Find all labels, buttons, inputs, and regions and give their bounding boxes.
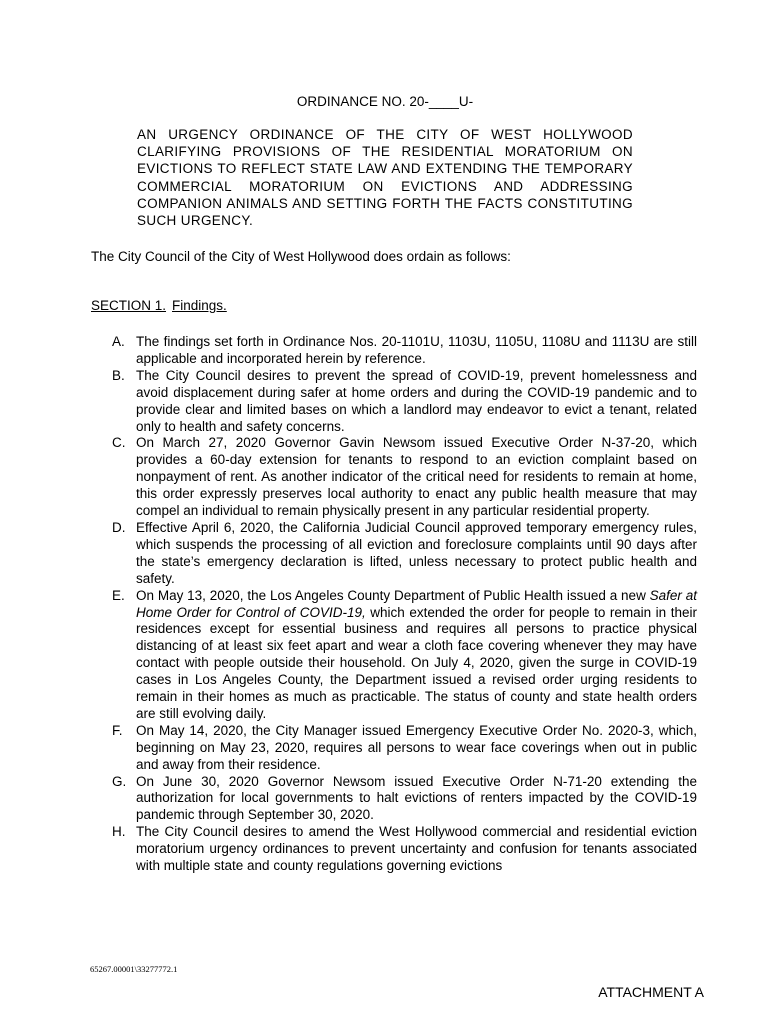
section-heading <box>91 297 227 314</box>
finding-item <box>112 368 697 436</box>
section-name: Findings. <box>172 298 227 313</box>
finding-letter: C. <box>112 435 126 451</box>
ordain-statement: The City Council of the City of West Hollywood does ordain as follows: <box>91 249 511 264</box>
finding-item <box>112 520 697 588</box>
ordinance-title: AN URGENCY ORDINANCE OF THE CITY OF WEST HOLLYWOOD CLARIFYING PROVISIONS OF THE RESIDENTIAL MORATORIUM ON EVICTIONS TO REFLECT STATE LAW AND EXTENDING THE TEMPORARY COMMERCIAL MORATORIUM ON EVICTIONS AND ADDRESSING COMPANION ANIMALS AND SETTING FORTH THE FACTS CONSTITUTING SUCH URGENCY. <box>137 127 633 229</box>
section-number: SECTION 1. <box>91 298 167 313</box>
finding-text <box>136 588 697 721</box>
finding-letter: B. <box>112 367 125 383</box>
attachment-label: ATTACHMENT A <box>598 984 704 1000</box>
finding-letter: F. <box>112 722 123 738</box>
document-id-code: 65267.00001\33277772.1 <box>90 964 178 974</box>
finding-text: The City Council desires to prevent the spread of COVID-19, prevent homelessness and avoid displacement during safer at home orders and during the COVID-19 pandemic and to provide clear and limited bases on which a landlord may endeavor to evict a tenant, related only to health and safety concerns. <box>136 367 697 434</box>
finding-item <box>112 723 697 774</box>
finding-letter: H. <box>112 824 126 840</box>
finding-text: On June 30, 2020 Governor Newsom issued Executive Order N-71-20 extending the authorization for local governments to halt evictions of renters impacted by the COVID-19 pandemic through September 30, 2020. <box>136 773 697 823</box>
finding-text: Effective April 6, 2020, the California Judicial Council approved temporary emergency rules, which suspends the processing of all eviction and foreclosure complaints until 90 days after the state’s emergency declaration is lifted, unless necessary to protect public health and safety. <box>136 519 697 586</box>
finding-item <box>112 824 697 875</box>
findings-list <box>112 334 697 875</box>
finding-item <box>112 435 697 520</box>
finding-text: The findings set forth in Ordinance Nos. 20-1101U, 1103U, 1105U, 1108U and 1113U are still applicable and incorporated herein by reference. <box>136 334 697 366</box>
ordinance-number: ORDINANCE NO. 20-____U- <box>296 94 474 109</box>
finding-text-rest: which extended the order for people to remain in their residences except for essential business and requires all persons to practice physical distancing of at least six feet apart and wear a cloth face covering whenever they may have contact with people outside their household. On July 4, 2020, given the surge in COVID-19 cases in Los Angeles County, the Department issued a revised order urging residents to remain in their homes as much as practicable. The status of county and state health orders are still evolving daily. <box>136 604 697 721</box>
finding-text-lead: On May 13, 2020, the Los Angeles County Department of Public Health issued a new <box>136 587 650 603</box>
finding-letter: A. <box>112 334 125 349</box>
finding-text: On May 14, 2020, the City Manager issued Emergency Executive Order No. 2020-3, which, beginning on May 23, 2020, requires all persons to wear face coverings when out in public and away from their residence. <box>136 722 697 772</box>
order-title-italic: Safer at Home Order for Control of COVID-19, <box>136 587 697 620</box>
finding-text: On March 27, 2020 Governor Gavin Newsom issued Executive Order N-37-20, which provides a 60-day extension for tenants to respond to an eviction complaint based on nonpayment of rent. As another indicator of the critical need for residents to remain at home, this order expressly preserves local authority to enact any public health measure that may compel an individual to remain physically present in any particular residential property. <box>136 435 697 519</box>
finding-letter: E. <box>112 587 125 603</box>
finding-letter: G. <box>112 773 127 789</box>
finding-item <box>112 588 697 723</box>
finding-letter: D. <box>112 519 126 535</box>
finding-text: The City Council desires to amend the West Hollywood commercial and residential eviction moratorium urgency ordinances to prevent uncertainty and confusion for tenants associated with multiple state and county regulations governing evictions <box>136 824 697 874</box>
finding-item <box>112 334 697 368</box>
finding-item <box>112 774 697 825</box>
